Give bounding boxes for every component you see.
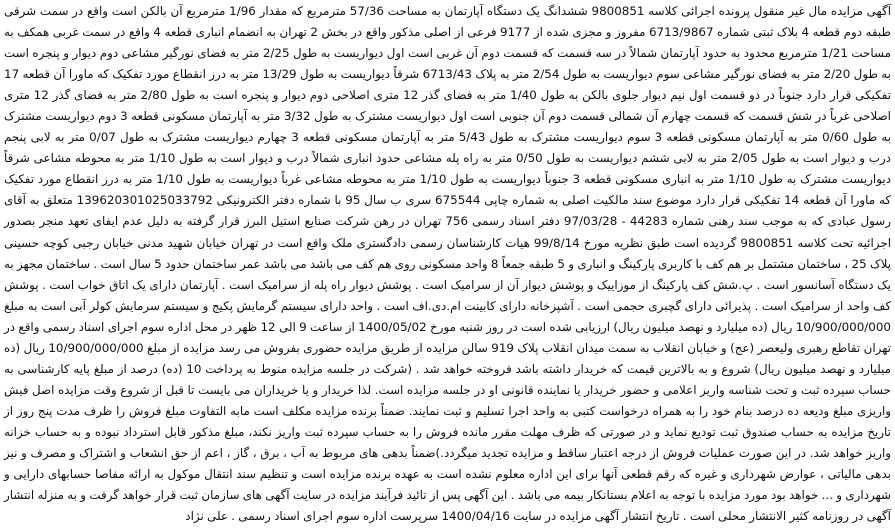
auction-notice-text: آگهی مزایده مال غیر منقول پرونده اجرائی کلاسه 9800851 ششدانگ یک دستگاه آپارتمان به مساحت 57/36 مترمربع که مقدار 1/96 مترمربع آن بالکن است واقع در سمت شرقی طبقه دوم قطعه 4 بلاک ثبتی شماره 6713/9867 مفروز و مجزی شده از 9177 فرعی از اصلی مذکور واقع در بخش 2 تهران به انضمام انباری قطعه 4 واقع در سمت غربی همکف به مساحت 1/21 مترمربع محدود به حدود آپارتمان شمالاً در سه قسمت که قسمت دوم آن غربی است اول دیواریست به طول 2/25 متر به فضای نورگیر مشاعی دوم دیوار و پنجره است به طول 2/20 متر به فضای نورگیر مشاعی سوم دیواریست به طول 2/54 متر به پلاک 6713/43 شرقاً دیواریست به طول 13/29 متر به درز انقطاع مورد تفکیک که ماورا آن قطعه 17 تفکیکی قرار دارد جنوباً در دو قسمت اول نیم دیوار جلوی بالکن به طول 1/40 متر به فضای گذر 12 متری اصلاحی دوم دیوار و پنجره است به طول 2/80 متر به فضای گذر 12 متری اصلاحی غرباً در شش قسمت که قسمت چهارم آن شمالی قسمت دوم آن جنوبی است اول دیواریست مشترک به طول 3/32 متر به آپارتمان مسکونی قطعه 3 دوم دیواریست مشترک به طول 0/60 متر به آپارتمان مسکونی قطعه 3 سوم دیواریست مشترک به طول 5/43 متر به آپارتمان مسکونی قطعه 3 چهارم دیواریست مشترک به طول 0/07 متر به لابی پنجم درب و دیوار است به طول 2/05 متر به لابی ششم دیواریست به طول 0/50 متر به راه پله مشاعی حدود انباری شمالاً درب و دیوار است به طول 1/10 متر به محوطه مشاعی شرقاً دیواریست مشترک به طول 1/10 متر به انباری مسکونی قطعه 3 جنوباً دیواریست به طول 1/10 متر به محوطه مشاعی غرباً دیواریست به طول 1/10 متر به درز انقطاع مورد تفکیک که ماورا آن قطعه 14 تفکیکی قرار دارد موضوع سند مالکیت اصلی به شماره چاپی 675544 سری ب سال 95 با شماره دفتر الکترونیکی 139620301025033792 متعلق به آقای رسول عبادی که به موجب سند رهنی شماره 44283 - 97/03/28 دفتر اسناد رسمی 756 تهران در رهن شرکت صنایع استیل البرز قرار گرفته به دلیل عدم ایفای تعهد منجر بصدور اجرائیه تحت کلاسه 9800851 گردیده است طبق نظریه مورخ 99/8/14 هیات کارشناسان رسمی دادگستری ملک واقع است در تهران خیابان شهید مدنی خیابان رجبی کوچه حسینی پلاک 25 ، ساختمان مشتمل بر هم کف با کاربری پارکینگ و انباری و 5 طبقه جمعاً 8 واحد مسکونی روی هم کف می باشد می باشد عمر ساختمان حدود 5 سال است . ساختمان مجهز به یک دستگاه آسانسور است . پ.شش کف پارکینگ از موزاییک و پوشش دیوار آن از سرامیک است . پوشش دیوار راه پله از سرامیک است . آپارتمان دارای یک اتاق خواب است . پوشش کف واحد از سرامیک است . پذیرائی دارای گچبری حجمی است . آشپزخانه دارای کابینت ام.دی.اف است . واحد دارای سیستم گرمایش پکیج و سیستم سرمایش کولر آبی است به مبلغ 10/900/000/000 ریال (ده میلیارد و نهصد میلیون ریال) ارزیابی شده است در روز شنبه مورخ 1400/05/02 از ساعت 9 الی 12 ظهر در محل اداره سوم اجرای اسناد رسمی واقع در تهران تقاطع رهبری ولیعصر (عج) و خیابان انقلاب به سمت میدان انقلاب پلاک 919 سالن مزایده از طریق مزایده حضوری بفروش می رسد مزایده از مبلغ 10/900/000/000 ریال (ده میلیارد و نهصد میلیون ریال) شروع و به بالاترین قیمت که خریدار داشته باشد فروخته خواهد شد . (شرکت در جلسه مزایده منوط به پرداخت 10 (ده) درصد از مبلغ پایه کارشناسی به حساب سپرده ثبت و تحت شناسه واریز اعلامی و حضور خریدار یا نماینده قانونی او در جلسه مزایده است. لذا خریدار و یا خریداران می بایست تا قبل از شروع وقت مزایده اصل فیش واریزی مبلغ ودیعه ده درصد بنام خود را به همراه درخواست کتبی به واحد اجرا تسلیم و ثبت نمایند. ضمناً برنده مزایده مکلف است مابه التفاوت مبلغ فروش را ظرف مدت پنج روز از تاریخ مزایده به حساب صندوق ثبت تودیع نماید و در صورتی که ظرف مهلت مقرر مانده فروش را به حساب سپرده ثبت واریز نکند، مبلغ مذکور قابل استرداد نبوده و به حساب خزانه واریز خواهد شد. در این صورت عملیات فروش از درجه اعتبار ساقط و مزایده تجدید میگردد.)ضمناً بدهی های مربوط به آب ، برق ، گاز ، اعم از حق انشعاب و اشتراک و مصرف و نیز بدهی مالیاتی ، عوارض شهرداری و غیره که رقم قطعی آنها برای این اداره معلوم نشده است به عهده برنده مزایده است و تنظیم سند انتقال موکول به ارائه مفاصا حسابهای دارایی و شهرداری و ... خواهد بود مورد مزایده با توجه به اعلام بستانکار بیمه می باشد . این آگهی پس از تائید فرآیند مزایده در سایت آگهی های سازمان ثبت قرار خواهد گرفت و به منزله انتشار آگهی در روزنامه کثیر الانتشار محلی است . تاریخ انتشار آگهی مزایده در سایت 1400/04/16 سرپرست اداره سوم اجرای اسناد رسمی . علی نژاد [4, 4, 892, 524]
